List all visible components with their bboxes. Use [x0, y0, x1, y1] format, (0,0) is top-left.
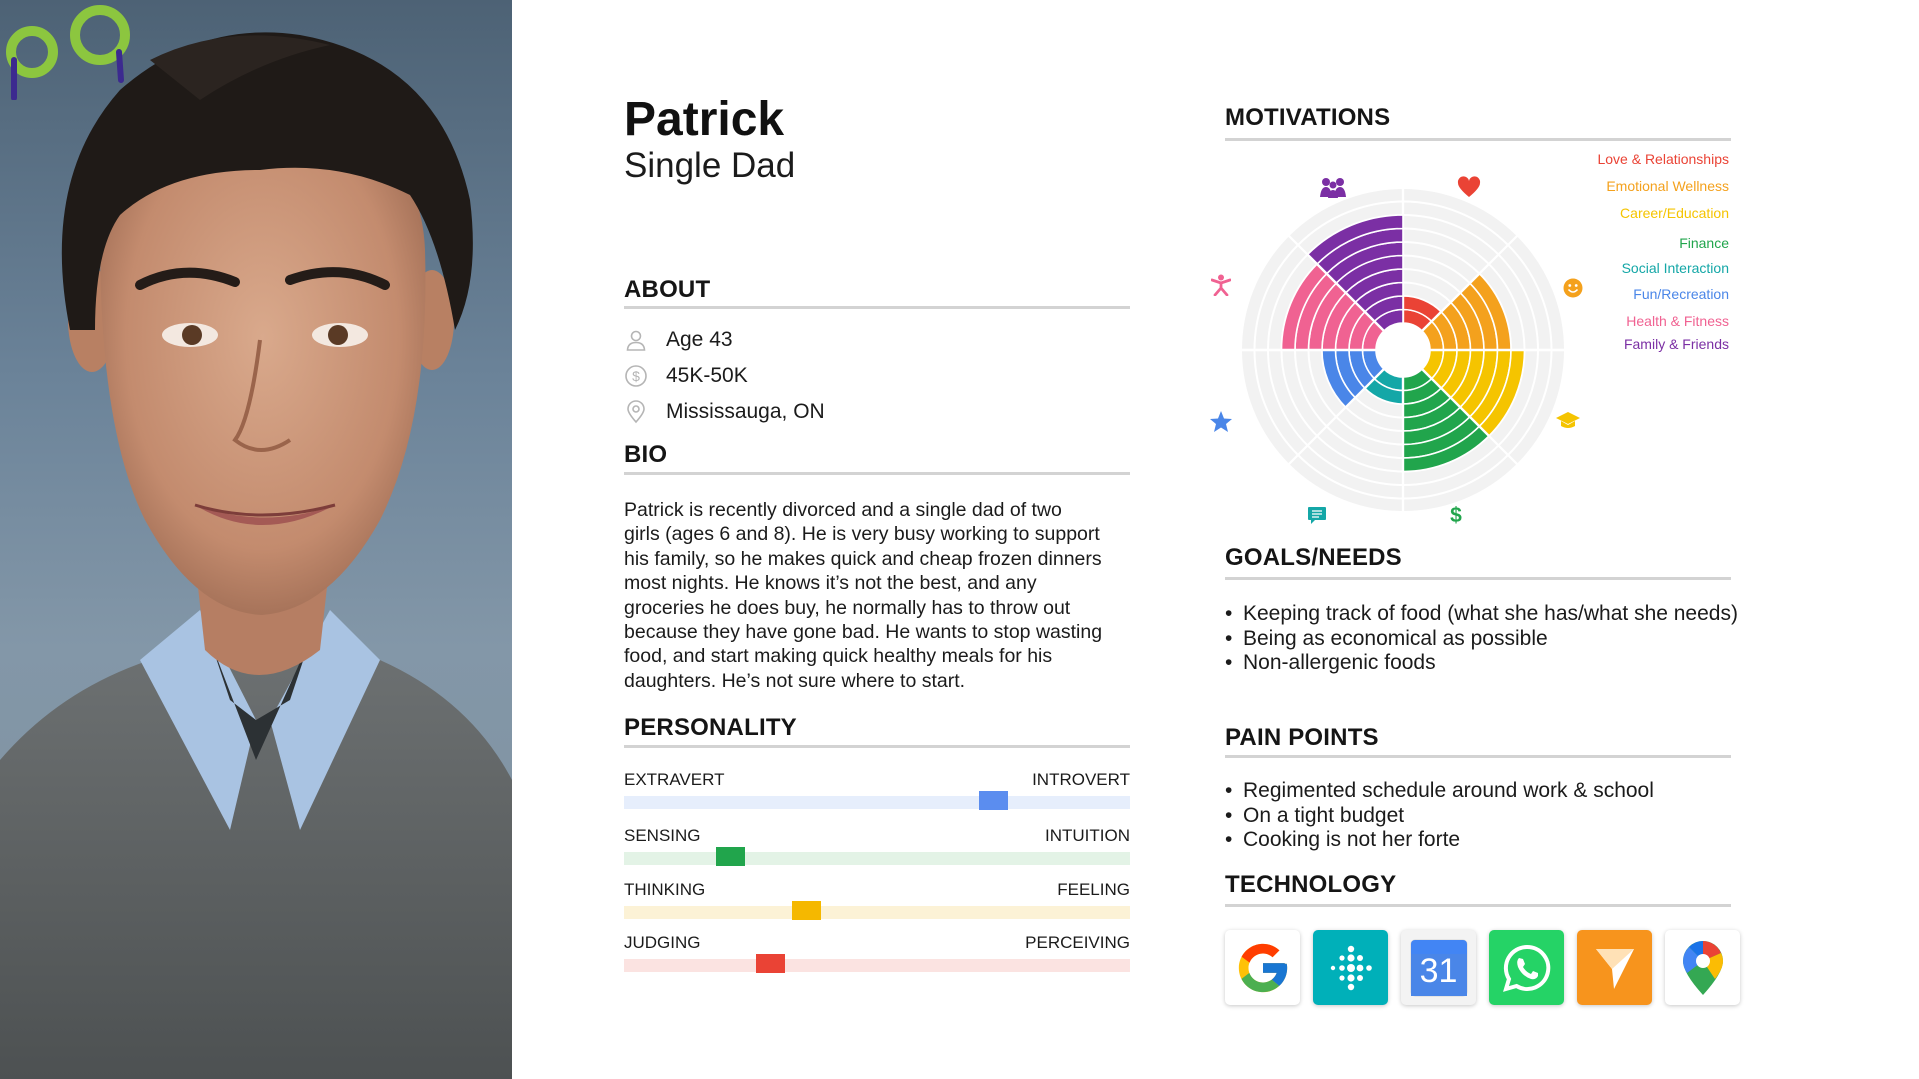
- legend-item: Family & Friends: [1623, 336, 1729, 352]
- list-item: • Being as economical as possible: [1225, 627, 1738, 652]
- technology-heading: TECHNOLOGY: [1225, 871, 1397, 898]
- bio-line: girls (ages 6 and 8). He is very busy working to support: [624, 523, 1100, 546]
- trait-right-label: INTUITION: [1045, 826, 1130, 845]
- goals-divider: [1225, 577, 1731, 580]
- trait-marker: [792, 901, 821, 920]
- pain-points-heading: PAIN POINTS: [1225, 724, 1379, 751]
- trait-left-label: JUDGING: [624, 933, 701, 952]
- whatsapp-app: [1489, 930, 1564, 1005]
- list-item: • Cooking is not her forte: [1225, 828, 1654, 853]
- about-divider: [624, 306, 1130, 309]
- chart-center: [1376, 323, 1430, 377]
- motivations-heading: MOTIVATIONS: [1225, 104, 1391, 131]
- fitness-icon: [1211, 274, 1231, 296]
- fitbit-app: [1313, 930, 1388, 1005]
- goals-list: [1225, 602, 1738, 676]
- goals-heading: GOALS/NEEDS: [1225, 544, 1402, 571]
- trait-left-label: SENSING: [624, 826, 701, 845]
- legend-item: Emotional Wellness: [1606, 178, 1729, 194]
- trait-extravert-introvert: [624, 770, 1130, 822]
- calendar-app: [1401, 930, 1476, 1005]
- trait-marker: [979, 791, 1008, 810]
- legend-item: Health & Fitness: [1626, 313, 1729, 329]
- google-app: [1225, 930, 1300, 1005]
- google-maps-icon: [1681, 939, 1725, 997]
- list-item: • Non-allergenic foods: [1225, 651, 1738, 676]
- location-pin-icon: [624, 400, 648, 424]
- calendar-date: 31: [1419, 952, 1458, 990]
- dollar-icon: [624, 364, 648, 388]
- bio-line: his family, so he makes quick and cheap frozen dinners: [624, 547, 1102, 570]
- bio-line: Patrick is recently divorced and a single dad of two: [624, 499, 1062, 521]
- personality-heading: PERSONALITY: [624, 714, 797, 741]
- google-icon: [1234, 939, 1292, 997]
- bio-text: [624, 498, 1134, 693]
- heart-icon: [1457, 176, 1481, 198]
- list-item: • On a tight budget: [1225, 804, 1654, 829]
- persona-role: Single Dad: [624, 146, 796, 185]
- trait-left-label: THINKING: [624, 880, 706, 899]
- trait-judging-perceiving: [624, 933, 1130, 985]
- trait-right-label: PERCEIVING: [1025, 933, 1130, 952]
- smiley-icon: [1563, 278, 1583, 298]
- about-location-text: Mississauga, ON: [666, 400, 825, 423]
- legend-item: Love & Relationships: [1597, 151, 1729, 167]
- trait-marker: [716, 847, 745, 866]
- trait-track: [624, 796, 1130, 809]
- about-age-text: Age 43: [666, 328, 733, 351]
- bio-line: most nights. He knows it’s not the best, and any: [624, 572, 1037, 595]
- trait-track: [624, 852, 1130, 865]
- trait-track: [624, 959, 1130, 972]
- list-item: • Keeping track of food (what she has/what she needs): [1225, 602, 1738, 627]
- personality-divider: [624, 745, 1130, 748]
- about-heading: ABOUT: [624, 276, 711, 303]
- bio-heading: BIO: [624, 441, 668, 468]
- svg-text:$: $: [632, 368, 640, 384]
- pain-points-list: [1225, 779, 1654, 853]
- company-logo: [0, 0, 140, 100]
- graduation-cap-icon: [1556, 412, 1580, 430]
- svg-text:$: $: [1450, 504, 1462, 526]
- about-income-text: 45K-50K: [666, 364, 748, 387]
- trait-left-label: EXTRAVERT: [624, 770, 725, 789]
- about-income: [624, 360, 748, 392]
- motivations-chart: [1218, 165, 1588, 535]
- bio-divider: [624, 472, 1130, 475]
- list-item: • Regimented schedule around work & school: [1225, 779, 1654, 804]
- about-location: [624, 396, 825, 428]
- trait-track: [624, 906, 1130, 919]
- bio-line: groceries he does buy, he normally has to throw out: [624, 596, 1071, 619]
- portrait-illustration: [0, 0, 512, 1079]
- motivations-divider: [1225, 138, 1731, 141]
- trait-sensing-intuition: [624, 826, 1130, 878]
- star-icon: [1210, 411, 1232, 432]
- dollar-sign-icon: [1447, 504, 1465, 526]
- persona-name: Patrick: [624, 93, 785, 146]
- about-age: [624, 324, 733, 356]
- bio-line: daughters. He’s not sure where to start.: [624, 669, 966, 692]
- trait-marker: [756, 954, 785, 973]
- whatsapp-icon: [1502, 943, 1552, 993]
- trait-thinking-feeling: [624, 880, 1130, 932]
- family-icon: [1320, 176, 1346, 198]
- flipp-icon: [1590, 943, 1640, 993]
- person-icon: [624, 328, 648, 352]
- google-maps-app: [1665, 930, 1740, 1005]
- trait-right-label: FEELING: [1057, 880, 1130, 899]
- trait-right-label: INTROVERT: [1032, 770, 1130, 789]
- legend-item: Social Interaction: [1621, 260, 1729, 276]
- bio-line: because they have gone bad. He wants to stop wasting: [624, 621, 1103, 644]
- legend-item: Career/Education: [1620, 205, 1729, 221]
- legend-item: Finance: [1679, 235, 1729, 251]
- fitbit-icon: [1324, 941, 1378, 995]
- persona-photo: [0, 0, 512, 1079]
- chat-icon: [1307, 506, 1327, 526]
- flipp-app: [1577, 930, 1652, 1005]
- technology-divider: [1225, 904, 1731, 907]
- pain-points-divider: [1225, 755, 1731, 758]
- bio-line: food, and start making quick healthy meals for his: [624, 645, 1053, 668]
- legend-item: Fun/Recreation: [1633, 286, 1729, 302]
